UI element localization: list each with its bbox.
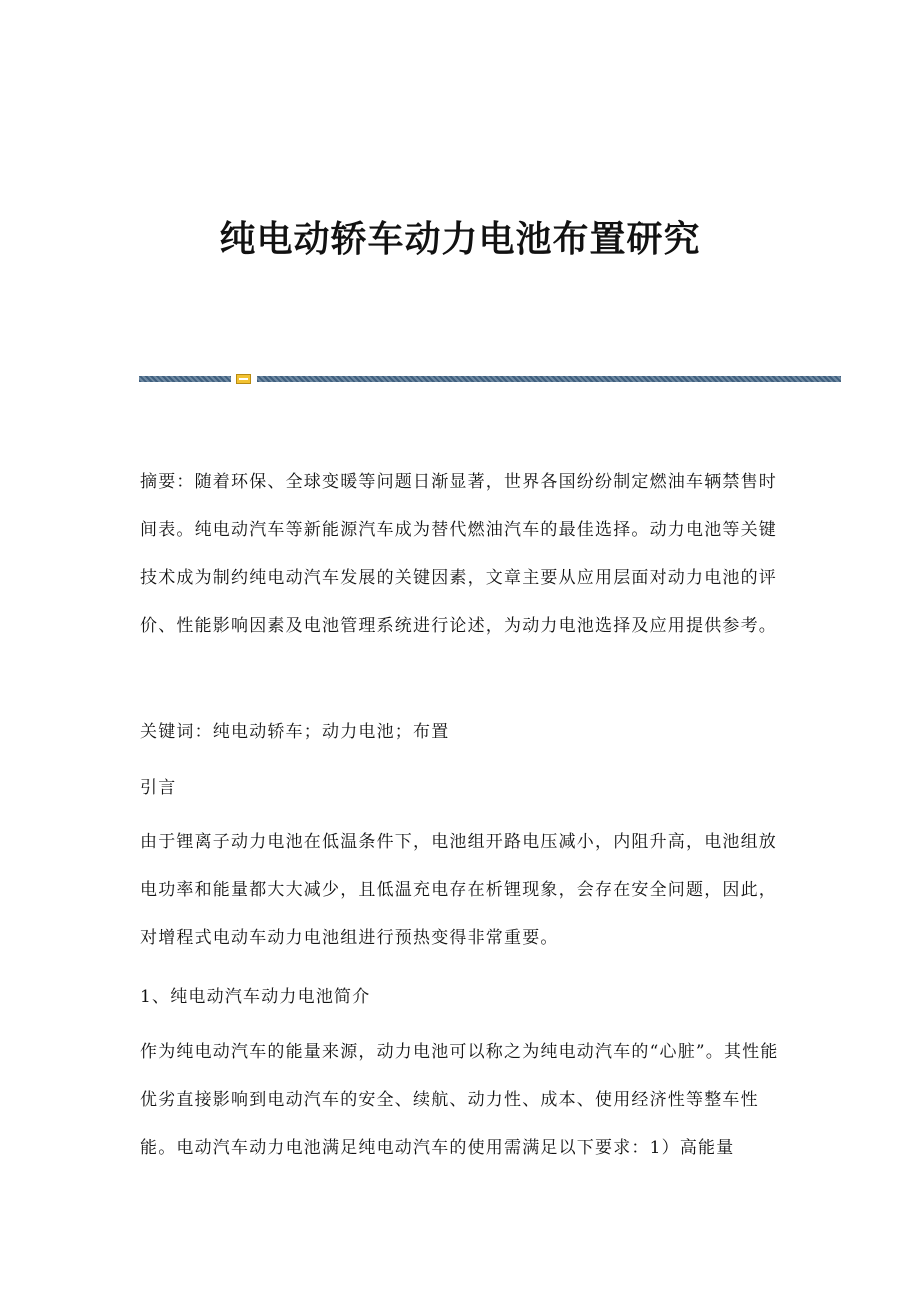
divider-ornament-icon [236, 374, 251, 384]
intro-paragraph: 由于锂离子动力电池在低温条件下，电池组开路电压减小，内阻升高，电池组放电功率和能量都大大减少，且低温充电存在析锂现象，会存在安全问题，因此，对增程式电动车动力电池组进行预热变得非常重要。 [140, 832, 777, 948]
divider-bar-left [139, 376, 231, 382]
abstract-paragraph: 摘要：随着环保、全球变暖等问题日渐显著，世界各国纷纷制定燃油车辆禁售时间表。纯电动汽车等新能源汽车成为替代燃油汽车的最佳选择。动力电池等关键技术成为制约纯电动汽车发展的关键因素，文章主要从应用层面对动力电池的评价、性能影响因素及电池管理系统进行论述，为动力电池选择及应用提供参考。 [140, 472, 777, 636]
intro-heading: 引言 [140, 778, 177, 798]
document-title: 纯电动轿车动力电池布置研究 [219, 218, 701, 260]
title-divider [139, 374, 841, 384]
section-1-paragraph: 作为纯电动汽车的能量来源，动力电池可以称之为纯电动汽车的“心脏”。其性能优劣直接影响到电动汽车的安全、续航、动力性、成本、使用经济性等整车性能。电动汽车动力电池满足纯电动汽车的使用需满足以下要求：1）高能量 [140, 1042, 779, 1158]
section-1-heading: 1、纯电动汽车动力电池简介 [140, 987, 371, 1007]
divider-bar-right [257, 376, 841, 382]
keywords-paragraph: 关键词：纯电动轿车；动力电池；布置 [140, 722, 450, 742]
